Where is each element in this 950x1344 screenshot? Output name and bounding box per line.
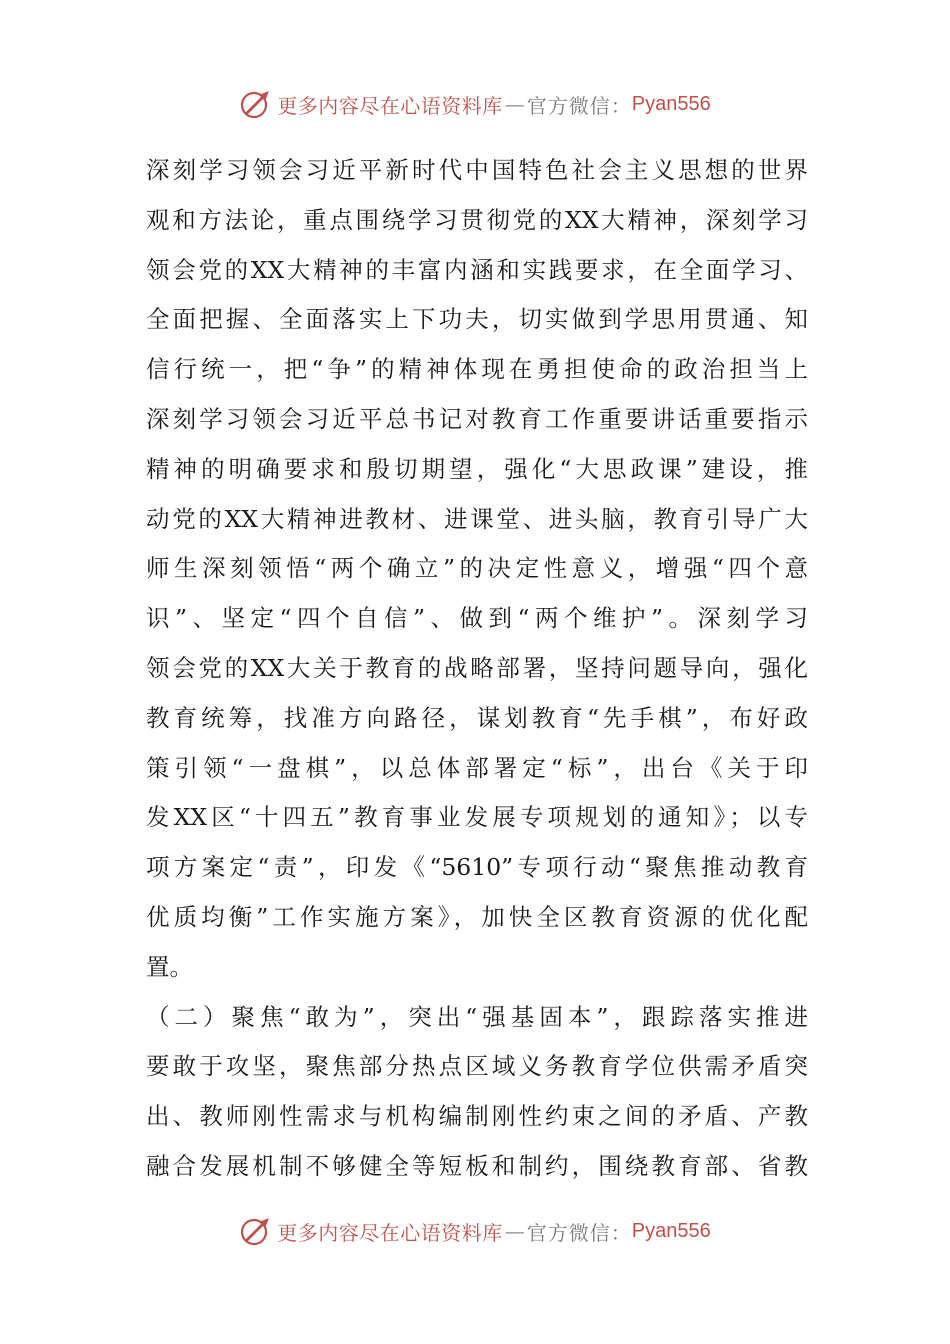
banner-dash: — bbox=[504, 1219, 525, 1243]
banner-wechat-label: 官方微信： bbox=[526, 93, 632, 118]
text-line: 观和方法论，重点围绕学习贯彻党的XX大精神，深刻学习 bbox=[146, 205, 808, 234]
document-body bbox=[146, 146, 808, 1192]
text-line: 全面把握、全面落实上下功夫，切实做到学思用贯通、知 bbox=[146, 305, 808, 334]
banner-wechat-id: Pyan556 bbox=[631, 92, 711, 115]
section-heading: （二）聚焦“敢为”，突出“强基固本”，跟踪落实推进 bbox=[146, 1002, 808, 1031]
header-banner bbox=[0, 84, 950, 124]
text-line: 领会党的XX大关于教育的战略部署，坚持问题导向，强化 bbox=[146, 653, 808, 682]
banner-brand: 更多内容尽在心语资料库 bbox=[277, 93, 503, 118]
text-line: 项方案定“责”，印发《“5610”专项行动“聚焦推动教育 bbox=[146, 853, 808, 882]
text-line: 识”、坚定“四个自信”、做到“两个维护”。深刻学习 bbox=[146, 604, 808, 633]
text-line: 出、教师刚性需求与机构编制刚性约束之间的矛盾、产教 bbox=[146, 1102, 808, 1131]
text-line: 发XX区“十四五”教育事业发展专项规划的通知》；以专 bbox=[146, 803, 808, 832]
text-line: 信行统一，把“争”的精神体现在勇担使命的政治担当上 bbox=[146, 355, 808, 384]
banner-wechat-label: 官方微信： bbox=[526, 1220, 632, 1245]
text-line: 融合发展机制不够健全等短板和制约，围绕教育部、省教 bbox=[146, 1151, 808, 1180]
banner-dash: — bbox=[504, 92, 525, 116]
text-line: 优质均衡”工作实施方案》，加快全区教育资源的优化配 bbox=[146, 902, 808, 931]
text-line: 深刻学习领会习近平新时代中国特色社会主义思想的世界 bbox=[146, 156, 808, 184]
text-line: 动党的XX大精神进教材、进课堂、进头脑，教育引导广大 bbox=[146, 504, 808, 533]
pen-in-circle-icon bbox=[239, 1214, 273, 1248]
text-line: 精神的明确要求和殷切期望，强化“大思政课”建设，推 bbox=[146, 454, 808, 483]
pen-in-circle-icon bbox=[239, 87, 273, 121]
footer-banner bbox=[0, 1211, 950, 1251]
text-line: 师生深刻领悟“两个确立”的决定性意义，增强“四个意 bbox=[146, 554, 808, 583]
banner-brand: 更多内容尽在心语资料库 bbox=[277, 1220, 503, 1245]
text-line: 教育统筹，找准方向路径，谋划教育“先手棋”，布好政 bbox=[146, 703, 808, 732]
text-line: 要敢于攻坚，聚焦部分热点区域义务教育学位供需矛盾突 bbox=[146, 1052, 808, 1081]
text-line: 置。 bbox=[146, 952, 193, 981]
text-line: 深刻学习领会习近平总书记对教育工作重要讲话重要指示 bbox=[146, 404, 808, 433]
text-line: 领会党的XX大精神的丰富内涵和实践要求，在全面学习、 bbox=[146, 255, 808, 284]
banner-wechat-id: Pyan556 bbox=[631, 1219, 711, 1242]
text-line: 策引领“一盘棋”，以总体部署定“标”，出台《关于印 bbox=[146, 753, 808, 782]
